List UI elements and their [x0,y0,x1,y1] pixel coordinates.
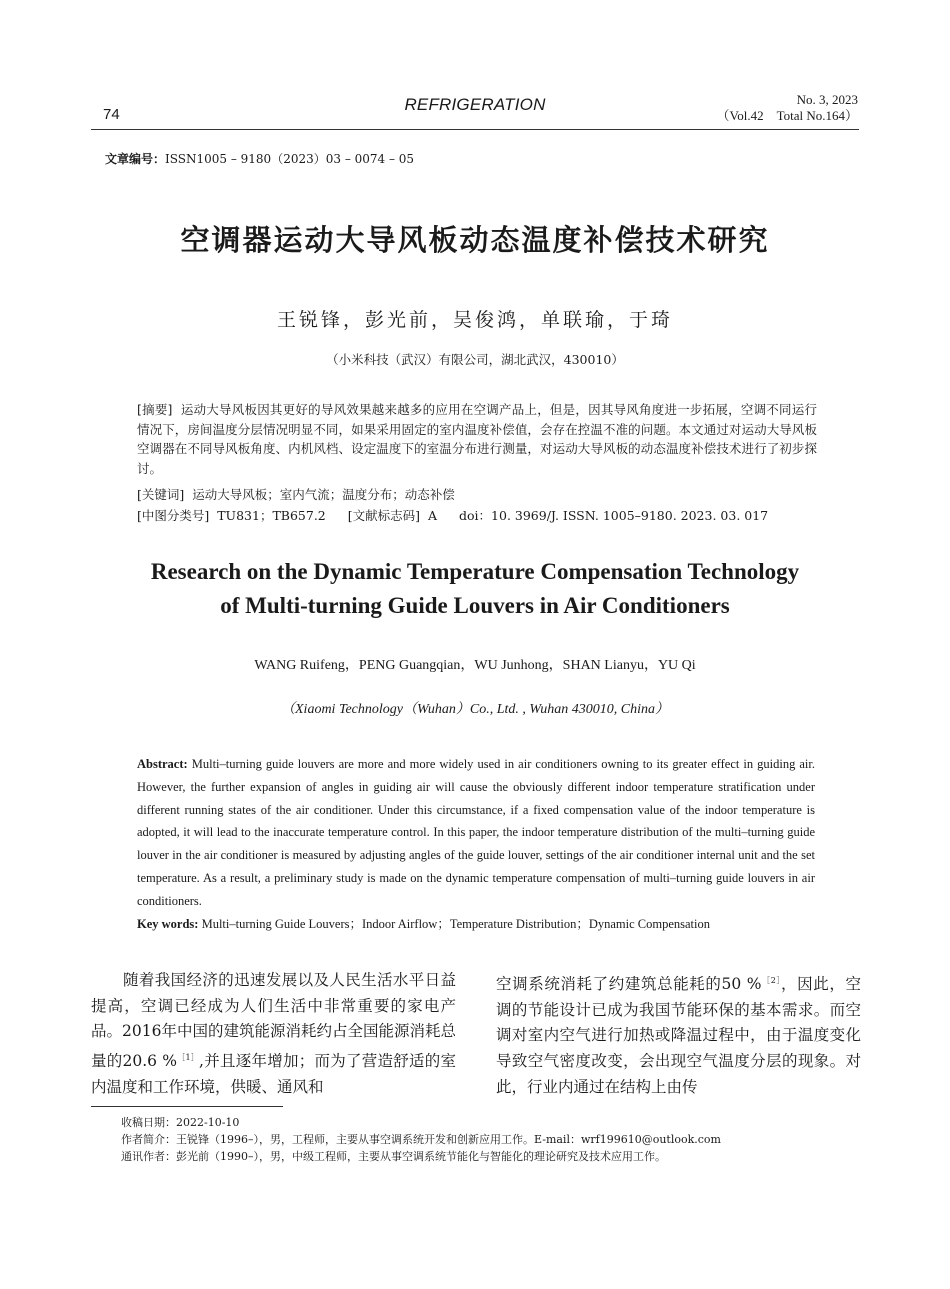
en-keywords [137,914,710,932]
page-number: 74 [103,106,120,123]
article-number-label: 文章编号： [105,152,166,166]
footnotes [121,1114,721,1165]
article-number [105,150,414,167]
cn-keywords-text: 运动大导风板；室内气流；温度分布；动态补偿 [192,487,455,502]
cn-title: 空调器运动大导风板动态温度补偿技术研究 [180,223,770,257]
en-title-line2: of Multi-turning Guide Louvers in Air Conditioners [220,593,730,618]
body-right-text-b: ，因此，空调的节能设计已成为我国节能环保的基本需求。而空调对室内空气进行加热或降温过程中，由于温度变化导致空气密度改变，会出现空气温度分层的现象。对此，行业内通过在结构上由传 [496,975,861,1096]
footnote-corresponding: 通讯作者：彭光前（1990–），男，中级工程师，主要从事空调系统节能化与智能化的理论研究及技术应用工作。 [121,1150,666,1163]
doi: doi：10. 3969/J. ISSN. 1005–9180. 2023. 03. 017 [459,508,769,523]
citation-1: ［1］ [176,1052,200,1062]
cn-classification [137,506,768,524]
footnote-rule [91,1106,283,1107]
article-number-value: ISSN1005 – 9180（2023）03 – 0074 – 05 [165,152,415,166]
footnote-received: 收稿日期：2022-10-10 [121,1116,240,1129]
cn-authors: 王锐锋，彭光前，吴俊鸿，单联瑜，于琦 [276,309,673,331]
cn-affiliation: （小米科技（武汉）有限公司，湖北武汉，430010） [326,352,624,367]
en-title-line1: Research on the Dynamic Temperature Compensation Technology [150,559,800,584]
en-title [0,555,950,623]
en-keywords-label: Key words: [137,917,199,931]
issue-info [717,92,859,124]
en-abstract-label: Abstract: [137,757,188,771]
en-abstract-text: Multi–turning guide louvers are more and more widely used in air conditioners owning to its greater effect in guiding air. However, the further expansion of angles in guiding air will cause the obviously different indoor temperature stratification under different running states of the air conditioner. Under this circumstance, if a fixed compensation value of the indoor temperature is adopted, it will lead to the inaccurate temperature control. In this paper, the indoor temperature distribution of the multi–turning guide louver in the air conditioner is measured by adjusting angles of the guide louver, settings of the air conditioner internal unit and the set temperature. As a result, a preliminary study is made on the dynamic temperature compensation of multi–turning guide louvers in air conditioners. [137,757,816,908]
cn-abstract [137,400,817,478]
footnote-author-bio: 作者简介：王锐锋（1996–），男，工程师，主要从事空调系统开发和创新应用工作。E-mail：wrf199610@outlook.com [121,1133,721,1146]
citation-2: ［2］ [761,976,782,985]
volume-info: （Vol.42 Total No.164） [716,108,858,123]
en-abstract [137,753,815,913]
class-value: TU831；TB657.2 [217,508,326,523]
cn-abstract-label: [摘要] [137,402,173,417]
header-rule [91,129,859,130]
doccode-value: A [427,508,438,523]
body-right-column [496,968,861,1100]
doccode-label: [文献标志码] [347,508,421,523]
en-authors: WANG Ruifeng，PENG Guangqian，WU Junhong，SHAN Lianyu，YU Qi [254,658,696,673]
cn-keywords [137,485,455,503]
class-label: [中图分类号] [137,508,210,523]
body-right-text-a: 空调系统消耗了约建筑总能耗的50 % [496,975,762,994]
issue-number: No. 3, 2023 [796,92,858,107]
en-keywords-text: Multi–turning Guide Louvers；Indoor Airflow；Temperature Distribution；Dynamic Compensation [201,917,710,931]
cn-abstract-text: 运动大导风板因其更好的导风效果越来越多的应用在空调产品上，但是，因其导风角度进一步拓展，空调不同运行情况下，房间温度分层情况明显不同，如果采用固定的室内温度补偿值，会存在控温不准的问题。本文通过对运动大导风板空调器在不同导风板角度、内机风档、设定温度下的室温分布进行测量，对运动大导风板的动态温度补偿技术进行了初步探讨。 [137,402,817,476]
body-left-text-b: ,并且逐年增加；而为了营造舒适的室内温度和工作环境，供暖、通风和 [91,1051,457,1096]
body-left-text-a: 随着我国经济的迅速发展以及人民生活水平日益提高，空调已经成为人们生活中非常重要的家电产品。2016年中国的建筑能源消耗约占全国能源消耗总量的20.6 % [91,971,456,1070]
journal-name: REFRIGERATION [404,95,546,114]
cn-keywords-label: [关键词] [137,487,185,502]
en-affiliation: （Xiaomi Technology（Wuhan）Co., Ltd. , Wuhan 430010, China） [281,702,669,717]
body-left-column [91,968,456,1100]
